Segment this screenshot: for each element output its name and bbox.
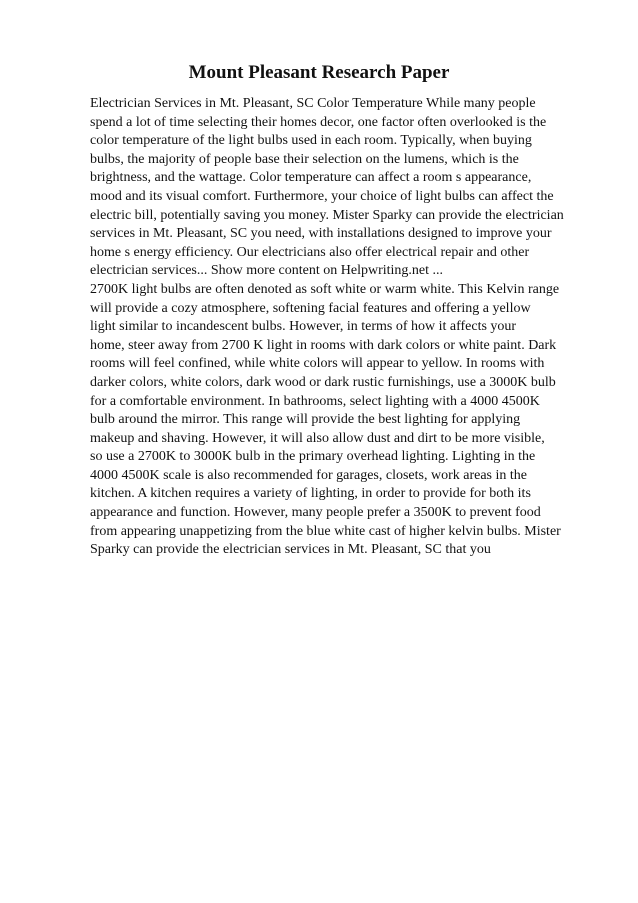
text-line: mood and its visual comfort. Furthermore, your choice of light bulbs can affect the — [90, 188, 554, 204]
text-line: for a comfortable environment. In bathrooms, select lighting with a 4000 4500K — [90, 393, 540, 409]
text-line: services in Mt. Pleasant, SC you need, with installations designed to improve your — [90, 226, 552, 242]
text-line: electric bill, potentially saving you money. Mister Sparky can provide the electrician — [90, 207, 564, 223]
text-line: Sparky can provide the electrician services in Mt. Pleasant, SC that you — [90, 542, 491, 558]
text-line: makeup and shaving. However, it will also allow dust and dirt to be more visible, — [90, 430, 545, 446]
text-line: from appearing unappetizing from the blue white cast of higher kelvin bulbs. Mister — [90, 523, 561, 539]
text-line: kitchen. A kitchen requires a variety of lighting, in order to provide for both its — [90, 486, 531, 502]
text-line: home, steer away from 2700 K light in rooms with dark colors or white paint. Dark — [90, 337, 557, 353]
text-line: Electrician Services in Mt. Pleasant, SC Color Temperature While many people — [90, 96, 536, 111]
text-line: brightness, and the wattage. Color temperature can affect a room s appearance, — [90, 170, 532, 186]
text-line: darker colors, white colors, dark wood or dark rustic furnishings, use a 3000K bulb — [90, 374, 556, 390]
text-line: spend a lot of time selecting their homes decor, one factor often overlooked is the — [90, 114, 547, 130]
text-line: so use a 2700K to 3000K bulb in the primary overhead lighting. Lighting in the — [90, 449, 536, 465]
body-text — [90, 95, 610, 560]
text-line: 4000 4500K scale is also recommended for garages, closets, work areas in the — [90, 467, 527, 483]
text-line: rooms will feel confined, while white colors will appear to yellow. In rooms with — [90, 356, 545, 372]
text-line: color temperature of the light bulbs used in each room. Typically, when buying — [90, 133, 532, 149]
text-line: will provide a cozy atmosphere, softening facial features and offering a yellow — [90, 300, 531, 316]
text-line: electrician services... Show more content on Helpwriting.net ... — [90, 263, 444, 279]
page-title: Mount Pleasant Research Paper — [188, 62, 450, 83]
text-line: 2700K light bulbs are often denoted as soft white or warm white. This Kelvin range — [90, 281, 560, 297]
text-line: home s energy efficiency. Our electricians also offer electrical repair and other — [90, 244, 530, 260]
text-line: bulb around the mirror. This range will provide the best lighting for applying — [90, 412, 521, 428]
text-line: appearance and function. However, many people prefer a 3500K to prevent food — [90, 505, 541, 521]
text-line: bulbs, the majority of people base their selection on the lumens, which is the — [90, 151, 519, 167]
text-line: light similar to incandescent bulbs. However, in terms of how it affects your — [90, 319, 517, 335]
